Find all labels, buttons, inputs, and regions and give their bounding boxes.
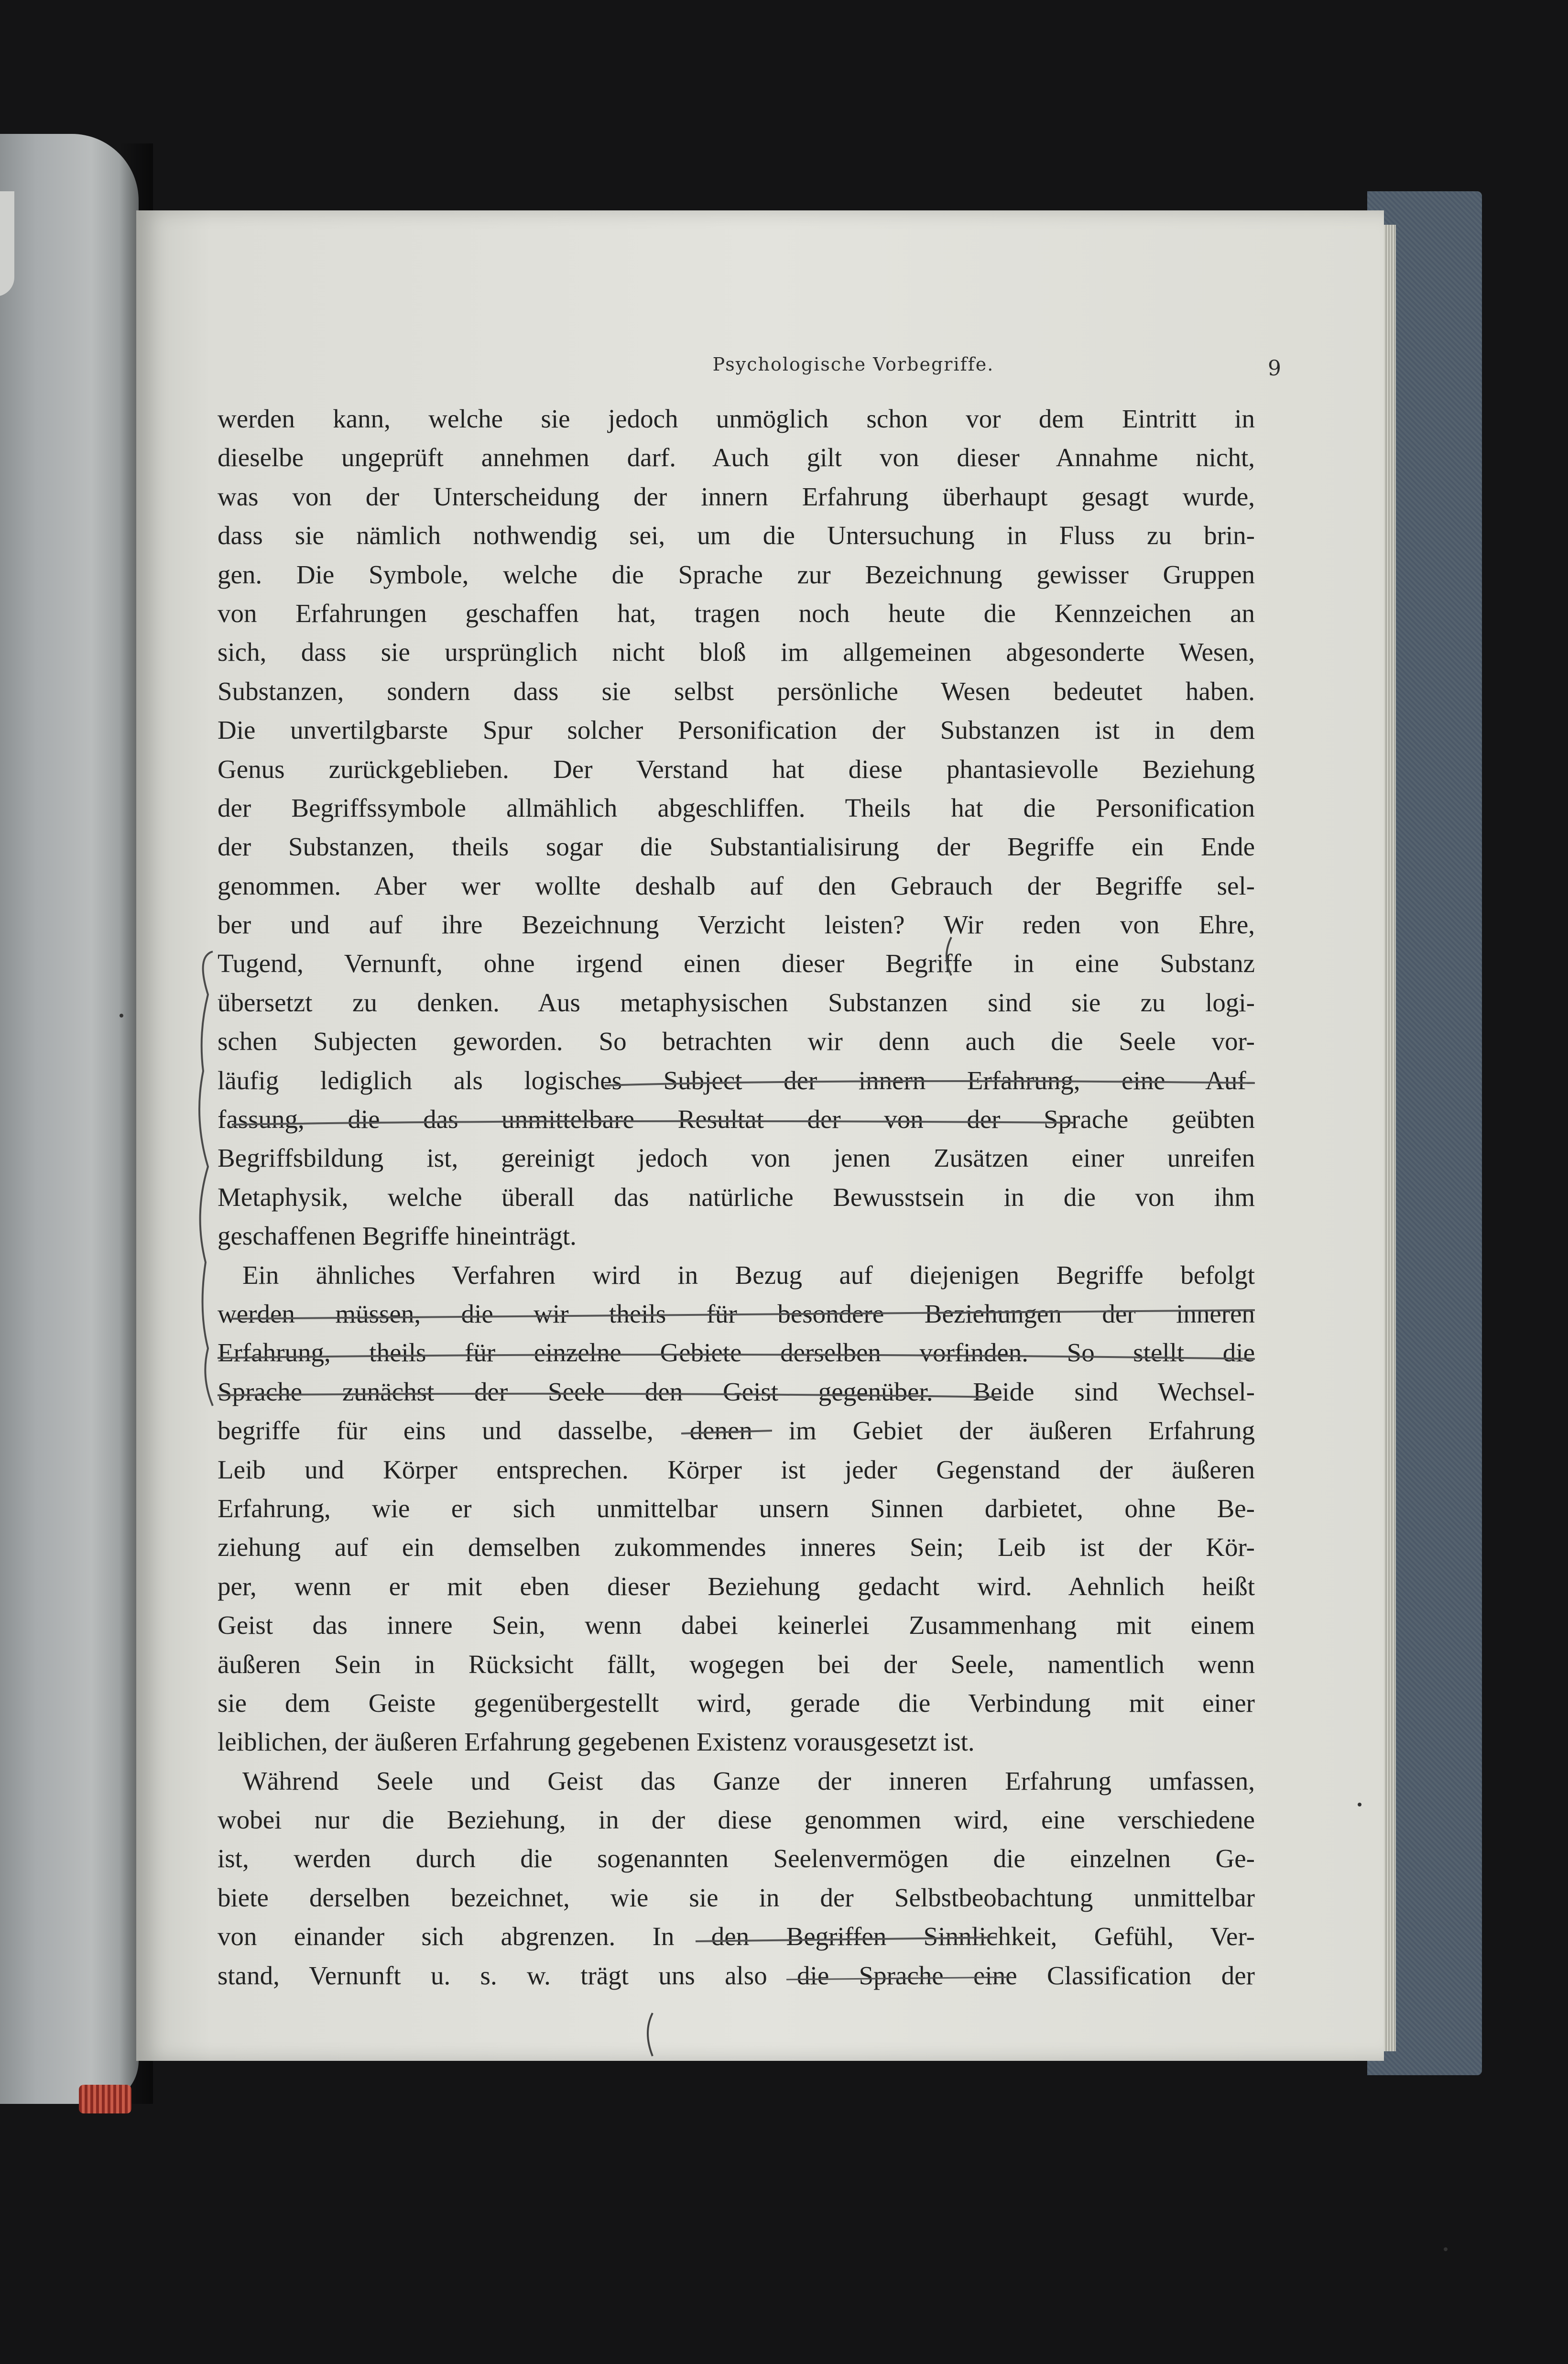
text-line: von einander sich abgrenzen. In den Begriffen Sinnlichkeit, Gefühl, Ver- (218, 1922, 1255, 1951)
text-line: Während Seele und Geist das Ganze der inneren Erfahrung umfassen, (242, 1766, 1255, 1795)
text-line: biete derselben bezeichnet, wie sie in der Selbstbeobachtung unmittelbar (218, 1882, 1255, 1912)
text-line: Leib und Körper entsprechen. Körper ist jeder Gegenstand der äußeren (218, 1455, 1255, 1484)
text-line: leiblichen, der äußeren Erfahrung gegebenen Existenz vorausgesetzt ist. (218, 1727, 975, 1757)
text-line: geschaffenen Begriffe hineinträgt. (218, 1221, 577, 1251)
text-line: läufig lediglich als logisches Subject der innern Erfahrung, eine Auf- (218, 1065, 1255, 1095)
text-line: begriffe für eins und dasselbe, denen im Gebiet der äußeren Erfahrung (218, 1416, 1255, 1445)
text-line: werden müssen, die wir theils für besondere Beziehungen der inneren (218, 1299, 1255, 1328)
text-line: Metaphysik, welche überall das natürliche Bewusstsein in die von ihm (218, 1182, 1255, 1212)
text-line: gen. Die Symbole, welche die Sprache zur Bezeichnung gewisser Gruppen (218, 559, 1255, 589)
text-line: was von der Unterscheidung der innern Erfahrung überhaupt gesagt wurde, (218, 482, 1255, 511)
text-line: ziehung auf ein demselben zukommendes inneres Sein; Leib ist der Kör- (218, 1532, 1255, 1562)
text-line: der Substanzen, theils sogar die Substantialisirung der Begriffe ein Ende (218, 832, 1255, 862)
text-line: stand, Vernunft u. s. w. trägt uns also die Sprache eine Classification der (218, 1960, 1255, 1990)
text-line: Sprache zunächst der Seele den Geist gegenüber. Beide sind Wechsel- (218, 1377, 1255, 1406)
margin-bracket-mark (199, 952, 213, 1406)
text-line: schen Subjecten geworden. So betrachten wir denn auch die Seele vor- (218, 1027, 1255, 1056)
text-line: Genus zurückgeblieben. Der Verstand hat diese phantasievolle Beziehung (218, 754, 1255, 784)
text-line: Erfahrung, theils für einzelne Gebiete derselben vorfinden. So stellt die (218, 1338, 1255, 1368)
text-line: Erfahrung, wie er sich unmittelbar unsern Sinnen darbietet, ohne Be- (218, 1493, 1255, 1523)
text-line: wobei nur die Beziehung, in der diese genommen wird, eine verschiedene (218, 1805, 1255, 1835)
text-line: werden kann, welche sie jedoch unmöglich schon vor dem Eintritt in (218, 404, 1255, 433)
red-page-edge (79, 2085, 131, 2113)
text-line: genommen. Aber wer wollte deshalb auf den Gebrauch der Begriffe sel- (218, 871, 1255, 900)
text-line: dass sie nämlich nothwendig sei, um die Untersuchung in Fluss zu brin- (218, 521, 1255, 550)
dust-speck (1358, 1803, 1361, 1806)
book-page (136, 210, 1384, 2061)
text-line: per, wenn er mit eben dieser Beziehung gedacht wird. Aehnlich heißt (218, 1571, 1255, 1601)
text-line: der Begriffssymbole allmählich abgeschliffen. Theils hat die Personification (218, 793, 1255, 822)
dust-speck (120, 1014, 123, 1018)
left-page-curl (0, 191, 14, 296)
dust-speck (1444, 2247, 1448, 2251)
text-line: übersetzt zu denken. Aus metaphysischen Substanzen sind sie zu logi- (218, 987, 1255, 1017)
text-line: Ein ähnliches Verfahren wird in Bezug auf diejenigen Begriffe befolgt (242, 1260, 1255, 1290)
text-line: äußeren Sein in Rücksicht fällt, wogegen bei der Seele, namentlich wenn (218, 1649, 1255, 1679)
text-line: fassung, die das unmittelbare Resultat der von der Sprache geübten (218, 1105, 1255, 1134)
text-line: Geist das innere Sein, wenn dabei keinerlei Zusammenhang mit einem (218, 1610, 1255, 1640)
parenthesis-mark (648, 2013, 653, 2056)
text-line: ist, werden durch die sogenannten Seelenvermögen die einzelnen Ge- (218, 1844, 1255, 1873)
page-number: 9 (1268, 356, 1281, 381)
text-line: Die unvertilgbarste Spur solcher Personification der Substanzen ist in dem (218, 715, 1255, 745)
text-line: von Erfahrungen geschaffen hat, tragen noch heute die Kennzeichen an (218, 598, 1255, 628)
text-line: Substanzen, sondern dass sie selbst persönliche Wesen bedeutet haben. (218, 676, 1255, 706)
body-text (218, 399, 1255, 1995)
text-line: sich, dass sie ursprünglich nicht bloß im allgemeinen abgesonderte Wesen, (218, 637, 1255, 667)
text-line: Begriffsbildung ist, gereinigt jedoch von jenen Zusätzen einer unreifen (218, 1143, 1255, 1173)
running-head: Psychologische Vorbegriffe. (712, 354, 994, 375)
text-line: sie dem Geiste gegenübergestellt wird, gerade die Verbindung mit einer (218, 1688, 1255, 1718)
text-line: dieselbe ungeprüft annehmen darf. Auch gilt von dieser Annahme nicht, (218, 443, 1255, 472)
left-facing-page (0, 134, 139, 2104)
text-line: Tugend, Vernunft, ohne irgend einen dieser Begriffe in eine Substanz (218, 949, 1255, 978)
text-line: ber und auf ihre Bezeichnung Verzicht leisten? Wir reden von Ehre, (218, 910, 1255, 940)
